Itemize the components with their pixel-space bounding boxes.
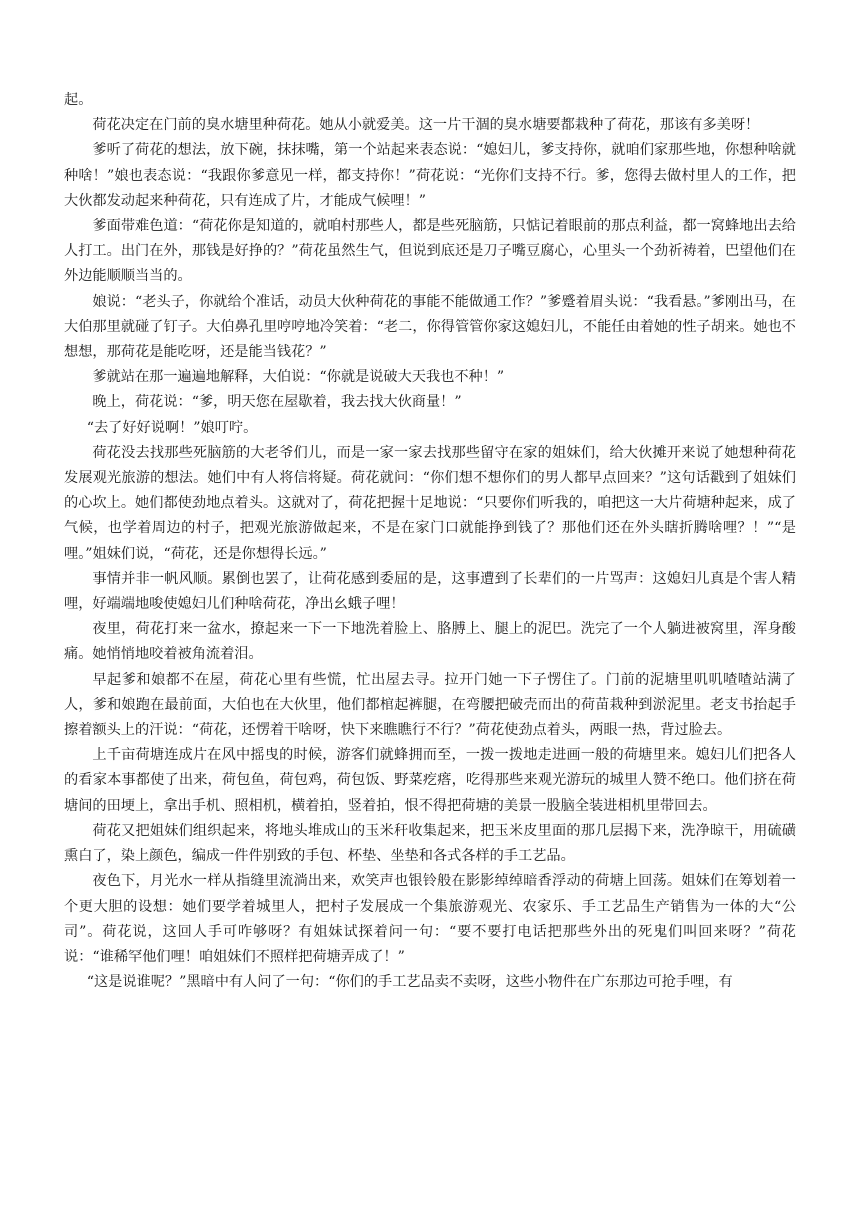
paragraph: “这是说谁呢？”黑暗中有人问了一句：“你们的手工艺品卖不卖呀，这些小物件在广东那边可抢手哩，有 [86,974,733,991]
paragraph: 爹面带难色道：“荷花你是知道的，就咱村那些人，都是些死脑筋，只惦记着眼前的那点利益，都一窝蜂地出去给人打工。出门在外，那钱是好挣的？”荷花虽然生气，但说到底还是刀子嘴豆腐心，心里头一个劲祈祷着，巴望他们在外边能顺顺当当的。 [64,218,796,285]
paragraph-continuation: 起。 [64,92,93,108]
paragraph: “去了好好说啊！”娘叮咛。 [86,419,258,436]
paragraph: 事情并非一帆风顺。累倒也罢了，让荷花感到委屈的是，这事遭到了长辈们的一片骂声：这媳妇儿真是个害人精哩，好端端地唆使媳妇儿们种啥荷花，净出幺蛾子哩！ [64,570,796,613]
paragraph: 荷花没去找那些死脑筋的大老爷们儿，而是一家一家去找那些留守在家的姐妹们，给大伙摊开来说了她想种荷花发展观光旅游的想法。她们中有人将信将疑。荷花就问：“你们想不想你们的男人都早点回来？”这句话戳到了姐妹们的心坎上。她们都使劲地点着头。这就对了，荷花把握十足地说：“只要你们听我的，咱把这一大片荷塘种起来，成了气候，也学着周边的村子，把观光旅游做起来，不是在家门口就能挣到钱了？那他们还在外头瞎折腾啥哩？！”“是哩。”姐妹们说，“荷花，还是你想得长远。” [64,444,796,562]
document-body [64,88,796,995]
paragraph: 荷花又把姐妹们组织起来，将地头堆成山的玉米秆收集起来，把玉米皮里面的那几层揭下来，洗净晾干，用硫磺熏白了，染上颜色，编成一件件别致的手包、杯垫、坐垫和各式各样的手工艺品。 [64,822,796,865]
paragraph: 早起爹和娘都不在屋，荷花心里有些慌，忙出屋去寻。拉开门她一下子愣住了。门前的泥塘里叽叽喳喳站满了人，爹和娘跑在最前面，大伯也在大伙里，他们都棺起裤腿，在弯腰把破壳而出的荷苗栽种到淤泥里。老支书抬起手擦着额头上的汗说：“荷花，还愣着干啥呀，快下来瞧瞧行不行？”荷花使劲点着头，两眼一热，背过脸去。 [64,671,796,739]
paragraph: 娘说：“老头子，你就给个准话，动员大伙种荷花的事能不能做通工作？”爹蹙着眉头说：“我看悬。”爹刚出马，在大伯那里就碰了钉子。大伯鼻孔里哼哼地冷笑着：“老二，你得管管你家这媳妇儿，不能任由着她的性子胡来。她也不想想，那荷花是能吃呀，还是能当钱花？” [64,293,796,361]
paragraph: 爹听了荷花的想法，放下碗，抹抹嘴，第一个站起来表态说：“媳妇儿，爹支持你，就咱们家那些地，你想种啥就种啥！”娘也表态说：“我跟你爹意见一样，都支持你！”荷花说：“光你们支持不行。爹，您得去做村里人的工作，把大伙都发动起来种荷花，只有连成了片，才能成气候哩！” [64,142,796,209]
paragraph: 夜里，荷花打来一盆水，撩起来一下一下地洗着脸上、胳膊上、腿上的泥巴。洗完了一个人躺进被窝里，浑身酸痛。她悄悄地咬着被角流着泪。 [64,621,796,663]
paragraph: 爹就站在那一遍遍地解释，大伯说：“你就是说破大天我也不种！” [92,369,505,386]
paragraph: 上千亩荷塘连成片在风中摇曳的时候，游客们就蜂拥而至，一拨一拨地走进画一般的荷塘里来。媳妇儿们把各人的看家本事都使了出来，荷包鱼，荷包鸡，荷包饭、野菜疙瘩，吃得那些来观光游玩的城里人赞不绝口。他们挤在荷塘间的田埂上，拿出手机、照相机，横着拍，竖着拍，恨不得把荷塘的美景一股脑全装进相机里带回去。 [64,747,796,814]
paragraph: 晚上，荷花说：“爹，明天您在屋歇着，我去找大伙商量！” [92,394,462,411]
paragraph: 荷花决定在门前的臭水塘里种荷花。她从小就爱美。这一片干涸的臭水塘要都栽种了荷花，那该有多美呀！ [92,117,760,134]
paragraph: 夜色下，月光水一样从指缝里流淌出来，欢笑声也银铃般在影影绰绰暗香浮动的荷塘上回荡。姐妹们在筹划着一个更大胆的设想：她们要学着城里人，把村子发展成一个集旅游观光、农家乐、手工艺品生产销售为一体的大“公司”。荷花说，这回人手可咋够呀？有姐妹试探着问一句：“要不要打电话把那些外出的死鬼们叫回来呀？”荷花说：“谁稀罕他们哩！咱姐妹们不照样把荷塘弄成了！” [64,873,796,965]
